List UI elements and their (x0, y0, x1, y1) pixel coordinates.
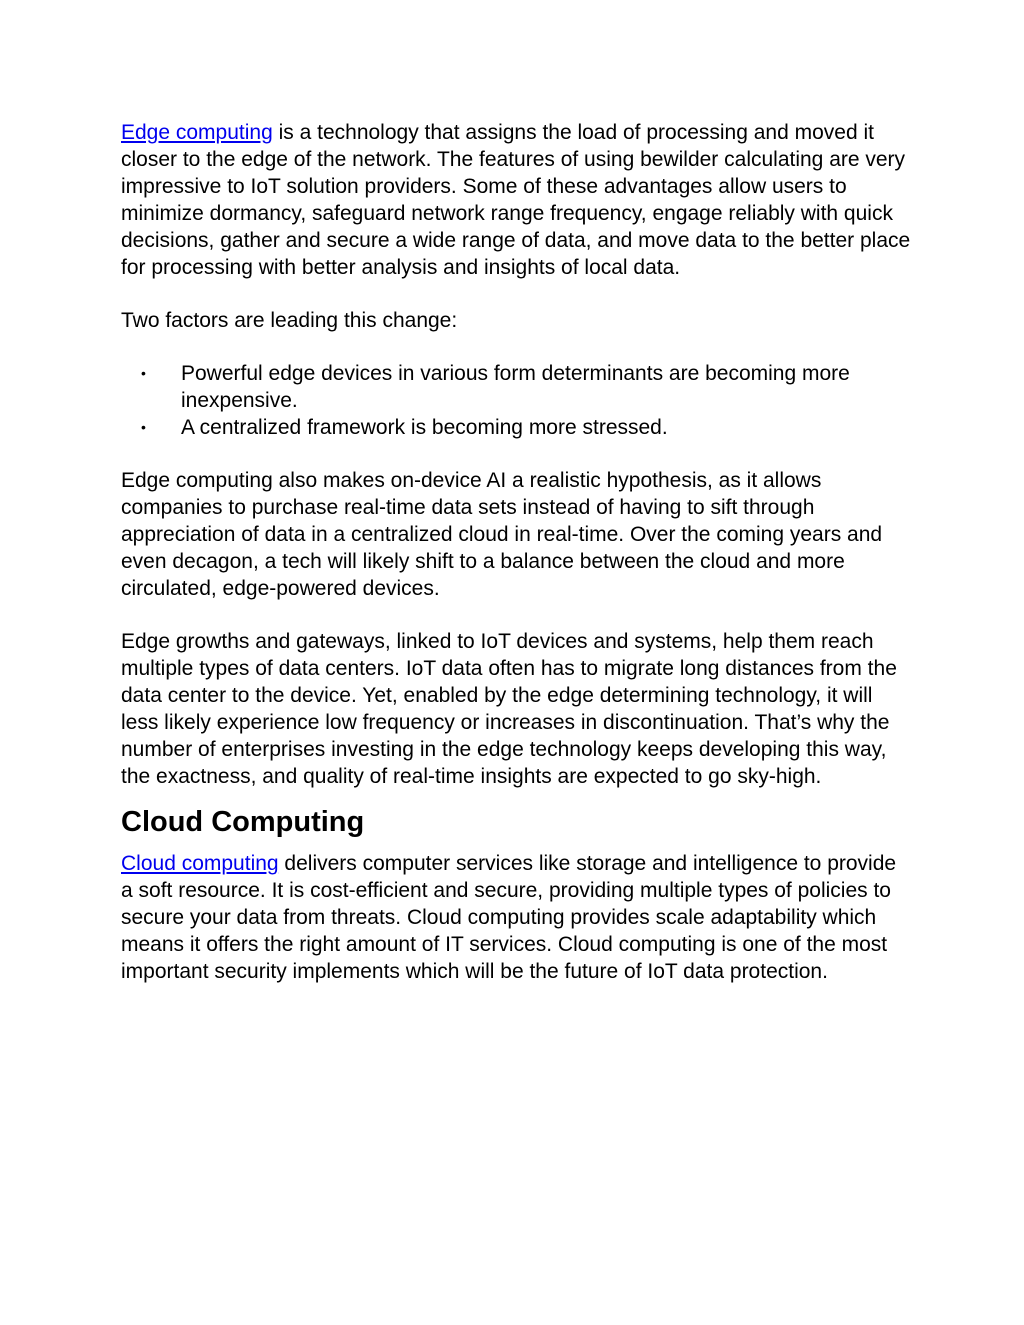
intro-text: is a technology that assigns the load of processing and moved it closer to the edge of the network. The features of using bewilder calculating are very impressive to IoT solution providers. Some of these advantages allow users to minimize dormancy, safeguard network range frequency, engage reliably with quick decisions, gather and secure a wide range of data, and move data to the better place for processing with better analysis and insights of local data. (121, 121, 911, 279)
on-device-ai-paragraph: Edge computing also makes on-device AI a realistic hypothesis, as it allows companies to purchase real-time data sets instead of having to sift through appreciation of data in a centralized cloud in real-time. Over the coming years and even decagon, a tech will likely shift to a balance between the cloud and more circulated, edge-powered devices. (121, 469, 883, 600)
cloud-paragraph (121, 850, 911, 985)
cloud-computing-heading: Cloud Computing (121, 806, 365, 838)
edge-computing-link[interactable]: Edge computing (121, 121, 273, 144)
bullet-icon: • (141, 419, 146, 435)
gateways-paragraph: Edge growths and gateways, linked to IoT devices and systems, help them reach multiple types of data centers. IoT data often has to migrate long distances from the data center to the device. Yet, enabled by the edge determining technology, it will less likely experience low frequency or increases in discontinuation. That’s why the number of enterprises investing in the edge technology keeps developing this way, the exactness, and quality of real-time insights are expected to go sky-high. (121, 630, 897, 788)
list-item-text: A centralized framework is becoming more stressed. (181, 416, 668, 439)
document-page (121, 119, 911, 985)
intro-paragraph (121, 119, 911, 281)
factors-intro: Two factors are leading this change: (121, 309, 458, 332)
list-item (121, 360, 911, 414)
cloud-text: delivers computer services like storage and intelligence to provide a soft resource. It is cost-efficient and secure, providing multiple types of policies to secure your data from threats. Cloud computing provides scale adaptability which means it offers the right amount of IT services. Cloud computing is one of the most important security implements which will be the future of IoT data protection. (121, 852, 897, 983)
cloud-computing-link[interactable]: Cloud computing (121, 852, 279, 875)
factors-list (121, 360, 911, 441)
list-item (121, 414, 911, 441)
list-item-text: Powerful edge devices in various form determinants are becoming more inexpensive. (181, 362, 850, 412)
bullet-icon: • (141, 365, 146, 381)
